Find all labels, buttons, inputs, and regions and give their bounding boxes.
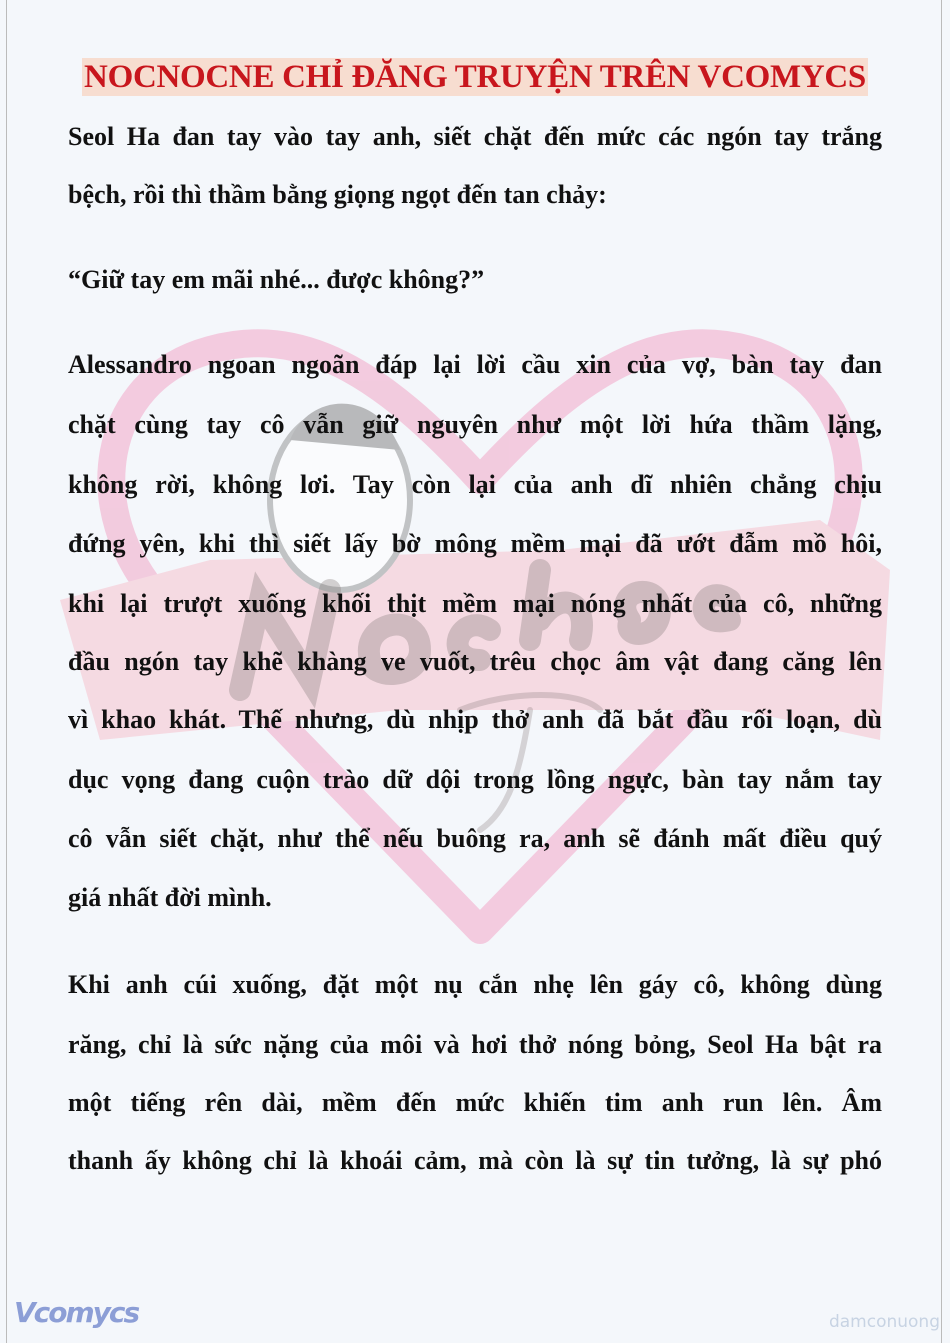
vcomycs-logo: Vcomycs — [14, 1296, 139, 1329]
text-line: đầu ngón tay khẽ khàng ve vuốt, trêu chọc âm vật đang căng lên — [68, 647, 882, 676]
text-line: chặt cùng tay cô vẫn giữ nguyên như một lời hứa thầm lặng, — [68, 410, 882, 439]
text-line: dục vọng đang cuộn trào dữ dội trong lồng ngực, bàn tay nắm tay — [68, 765, 882, 794]
text-line: vì khao khát. Thế nhưng, dù nhịp thở anh đã bắt đầu rối loạn, dù — [68, 705, 882, 734]
text-line: cô vẫn siết chặt, như thể nếu buông ra, anh sẽ đánh mất điều quý — [68, 824, 882, 853]
text-line: Alessandro ngoan ngoãn đáp lại lời cầu xin của vợ, bàn tay đan — [68, 350, 882, 379]
text-line: thanh ấy không chỉ là khoái cảm, mà còn là sự tin tưởng, là sự phó — [68, 1146, 882, 1175]
text-line: răng, chỉ là sức nặng của môi và hơi thở nóng bỏng, Seol Ha bật ra — [68, 1030, 882, 1059]
page-title: NOCNOCNE CHỈ ĐĂNG TRUYỆN TRÊN VCOMYCS — [82, 58, 868, 96]
text-line: khi lại trượt xuống khối thịt mềm mại nóng nhất của cô, những — [68, 589, 882, 618]
text-line: “Giữ tay em mãi nhé... được không?” — [68, 265, 485, 294]
text-line: Khi anh cúi xuống, đặt một nụ cắn nhẹ lên gáy cô, không dùng — [68, 970, 882, 999]
text-line: Seol Ha đan tay vào tay anh, siết chặt đến mức các ngón tay trắng — [68, 122, 882, 151]
credit-watermark: damconuong — [828, 1312, 940, 1332]
text-line: đứng yên, khi thì siết lấy bờ mông mềm mại đã ướt đẫm mồ hôi, — [68, 529, 882, 558]
text-line: bệch, rồi thì thầm bằng giọng ngọt đến tan chảy: — [68, 180, 607, 209]
text-line: một tiếng rên dài, mềm đến mức khiến tim anh run lên. Âm — [68, 1088, 882, 1117]
text-line: giá nhất đời mình. — [68, 883, 272, 912]
text-line: không rời, không lơi. Tay còn lại của anh dĩ nhiên chẳng chịu — [68, 470, 882, 499]
